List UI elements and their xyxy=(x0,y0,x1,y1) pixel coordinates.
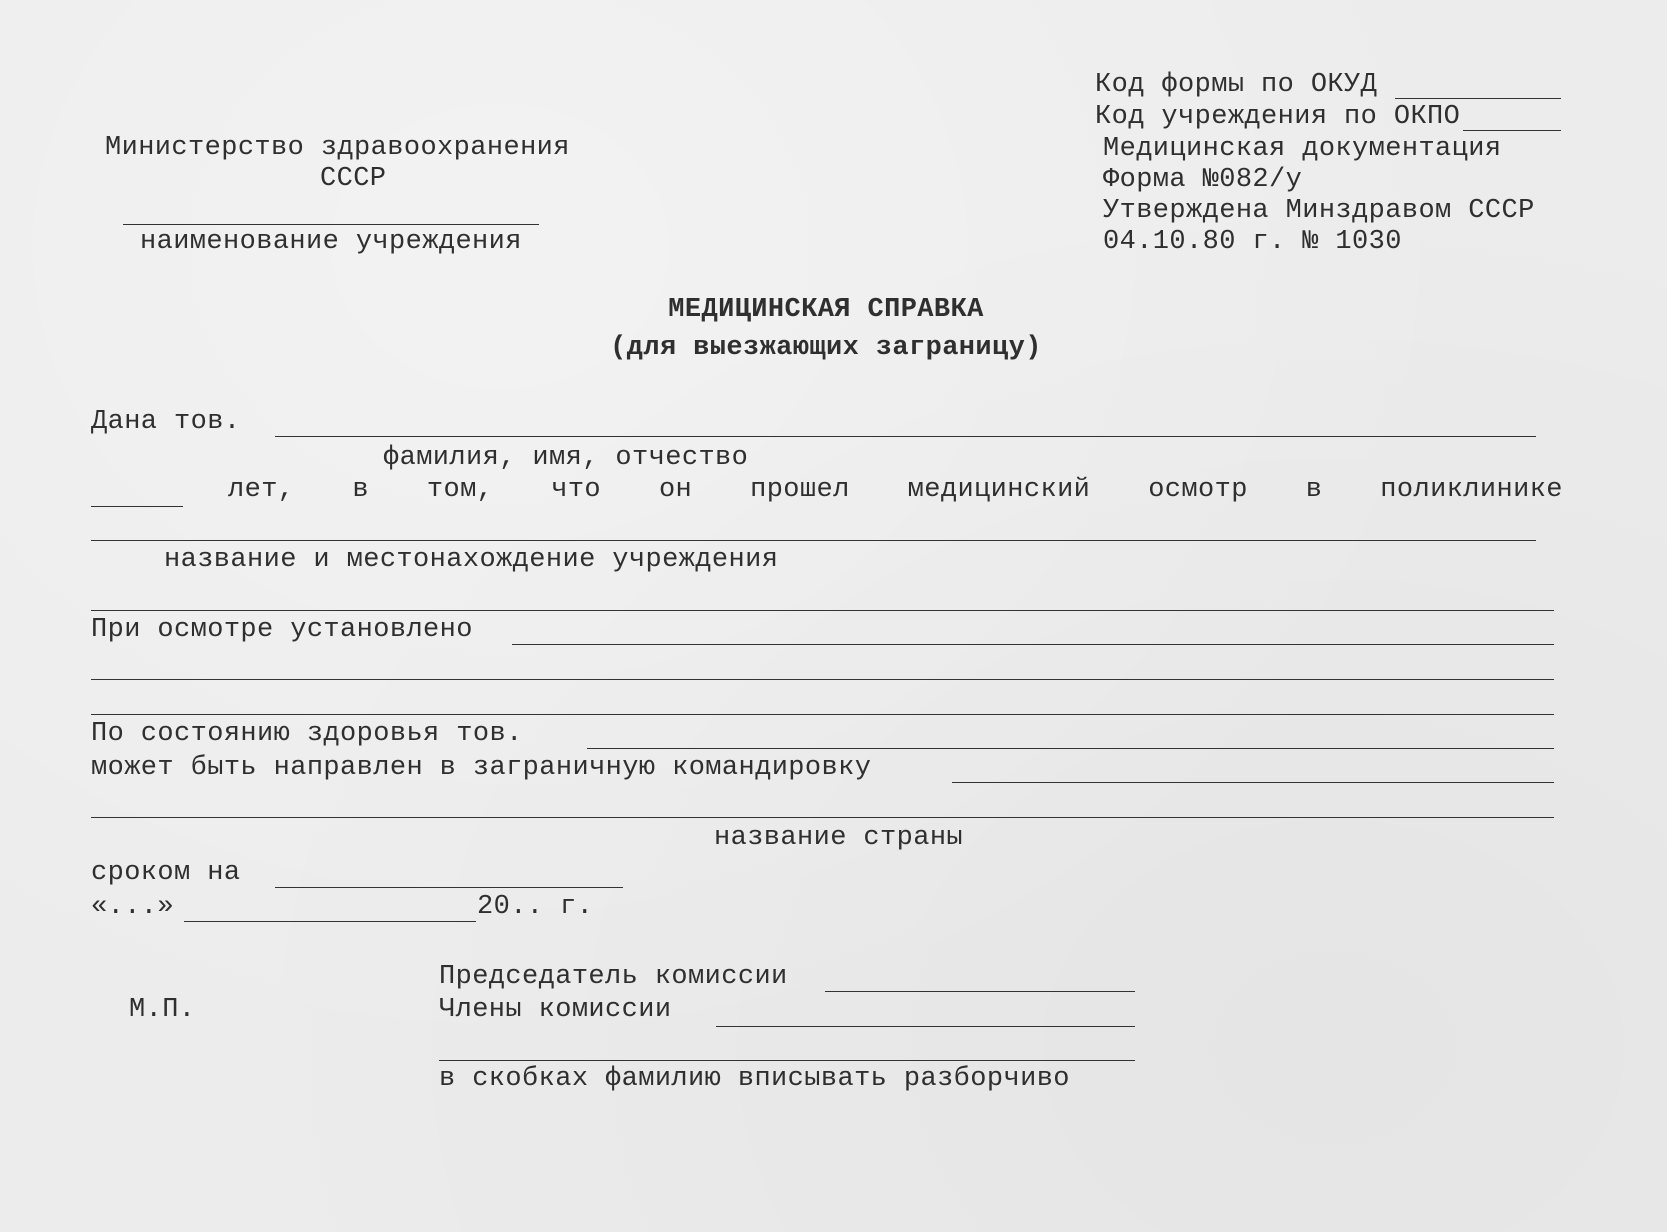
blank-line-1[interactable] xyxy=(91,610,1554,611)
date-year: 20.. г. xyxy=(477,892,594,922)
exam-found-label: При осмотре установлено xyxy=(91,615,473,645)
word: том, xyxy=(426,475,494,505)
term-line[interactable] xyxy=(275,887,623,888)
approved-date: 04.10.80 г. № 1030 xyxy=(1103,227,1402,257)
form-number: Форма №082/у xyxy=(1103,165,1303,195)
can-be-sent-label: может быть направлен в заграничную командировку xyxy=(91,753,872,783)
blank-line-3[interactable] xyxy=(91,714,1554,715)
approved-by: Утверждена Минздравом СССР xyxy=(1103,196,1535,226)
country-caption: название страны xyxy=(714,823,964,853)
clinic-line[interactable] xyxy=(91,540,1536,541)
members-label: Члены комиссии xyxy=(439,995,672,1025)
word: лет, xyxy=(228,475,295,505)
chairman-line[interactable] xyxy=(825,991,1135,992)
word: в xyxy=(352,475,369,505)
institution-line xyxy=(123,224,539,225)
members-line-1[interactable] xyxy=(716,1026,1135,1027)
ministry-line1: Министерство здравоохранения xyxy=(105,133,570,163)
age-line[interactable] xyxy=(91,506,183,507)
word: что xyxy=(551,475,602,505)
country-line[interactable] xyxy=(91,817,1554,818)
health-state-line[interactable] xyxy=(587,748,1554,749)
fio-line[interactable] xyxy=(275,436,1536,437)
ministry-line2: СССР xyxy=(320,164,387,194)
word: в xyxy=(1305,475,1323,505)
word: поликлинике xyxy=(1380,475,1563,505)
exam-found-line[interactable] xyxy=(512,644,1554,645)
clinic-caption: название и местонахождение учреждения xyxy=(164,545,779,575)
doc-title: МЕДИЦИНСКАЯ СПРАВКА xyxy=(668,295,984,325)
issued-to-label: Дана тов. xyxy=(91,407,241,437)
signature-note: в скобках фамилию вписывать разборчиво xyxy=(439,1064,1070,1094)
doc-subtitle: (для выезжающих заграницу) xyxy=(610,333,1042,363)
word: медицинский xyxy=(907,475,1091,505)
date-open: «...» xyxy=(91,892,175,922)
okpo-label: Код учреждения по ОКПО xyxy=(1095,102,1461,132)
stamp-label: М.П. xyxy=(129,995,196,1025)
okud-line xyxy=(1395,98,1561,99)
okud-label: Код формы по ОКУД xyxy=(1095,70,1378,100)
institution-caption: наименование учреждения xyxy=(140,227,522,257)
doc-type: Медицинская документация xyxy=(1103,134,1502,164)
okpo-line xyxy=(1463,130,1561,131)
can-be-sent-line[interactable] xyxy=(952,782,1554,783)
date-line[interactable] xyxy=(184,921,476,922)
health-state-label: По состоянию здоровья тов. xyxy=(91,719,523,749)
age-sentence xyxy=(228,474,1563,506)
word: прошел xyxy=(750,475,850,505)
members-line-2[interactable] xyxy=(439,1060,1135,1061)
word: он xyxy=(658,475,693,505)
blank-line-2[interactable] xyxy=(91,679,1554,680)
term-label: сроком на xyxy=(91,858,241,888)
word: осмотр xyxy=(1148,475,1248,505)
fio-caption: фамилия, имя, отчество xyxy=(383,443,749,473)
chairman-label: Председатель комиссии xyxy=(439,962,788,992)
